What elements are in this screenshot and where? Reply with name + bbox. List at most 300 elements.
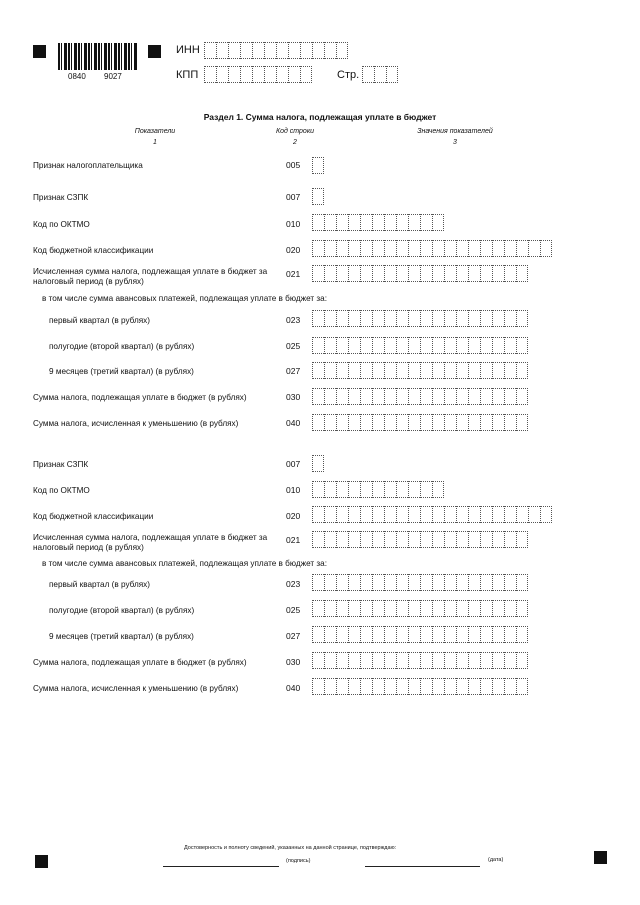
input-cell[interactable] <box>468 600 480 617</box>
input-cell[interactable] <box>420 214 432 231</box>
input-cell[interactable] <box>324 414 336 431</box>
field-030[interactable] <box>312 388 528 405</box>
input-cell[interactable] <box>516 506 528 523</box>
input-cell[interactable] <box>444 531 456 548</box>
input-cell[interactable] <box>336 531 348 548</box>
input-cell[interactable] <box>456 678 468 695</box>
input-cell[interactable] <box>456 337 468 354</box>
input-cell[interactable] <box>516 265 528 282</box>
input-cell[interactable] <box>432 388 444 405</box>
input-cell[interactable] <box>420 678 432 695</box>
input-cell[interactable] <box>348 388 360 405</box>
input-cell[interactable] <box>312 626 324 643</box>
input-cell[interactable] <box>324 362 336 379</box>
input-cell[interactable] <box>444 388 456 405</box>
input-cell[interactable] <box>396 214 408 231</box>
input-cell[interactable] <box>516 652 528 669</box>
input-cell[interactable] <box>312 157 324 174</box>
input-cell[interactable] <box>360 481 372 498</box>
input-cell[interactable] <box>456 414 468 431</box>
input-cell[interactable] <box>312 455 324 472</box>
input-cell[interactable] <box>312 531 324 548</box>
input-cell[interactable] <box>456 506 468 523</box>
input-cell[interactable] <box>432 600 444 617</box>
input-cell[interactable] <box>372 626 384 643</box>
kpp-field[interactable] <box>204 66 312 83</box>
field-005[interactable] <box>312 157 324 174</box>
input-cell[interactable] <box>396 506 408 523</box>
input-cell[interactable] <box>432 574 444 591</box>
field-020-2[interactable] <box>312 506 552 523</box>
input-cell[interactable] <box>396 388 408 405</box>
input-cell[interactable] <box>468 310 480 327</box>
input-cell[interactable] <box>444 506 456 523</box>
input-cell[interactable] <box>432 652 444 669</box>
input-cell[interactable] <box>348 531 360 548</box>
input-cell[interactable] <box>516 362 528 379</box>
input-cell[interactable] <box>456 362 468 379</box>
field-023[interactable] <box>312 310 528 327</box>
input-cell[interactable] <box>336 388 348 405</box>
input-cell[interactable] <box>336 265 348 282</box>
input-cell[interactable] <box>432 337 444 354</box>
input-cell[interactable] <box>408 506 420 523</box>
field-025-2[interactable] <box>312 600 528 617</box>
input-cell[interactable] <box>312 600 324 617</box>
input-cell[interactable] <box>216 42 228 59</box>
input-cell[interactable] <box>492 265 504 282</box>
input-cell[interactable] <box>312 388 324 405</box>
input-cell[interactable] <box>324 388 336 405</box>
input-cell[interactable] <box>468 506 480 523</box>
input-cell[interactable] <box>324 265 336 282</box>
input-cell[interactable] <box>324 240 336 257</box>
input-cell[interactable] <box>408 362 420 379</box>
input-cell[interactable] <box>372 240 384 257</box>
input-cell[interactable] <box>492 506 504 523</box>
signature-line[interactable] <box>163 866 279 867</box>
input-cell[interactable] <box>492 626 504 643</box>
input-cell[interactable] <box>372 337 384 354</box>
input-cell[interactable] <box>348 626 360 643</box>
input-cell[interactable] <box>456 240 468 257</box>
field-027-2[interactable] <box>312 626 528 643</box>
input-cell[interactable] <box>396 481 408 498</box>
input-cell[interactable] <box>408 678 420 695</box>
input-cell[interactable] <box>444 600 456 617</box>
input-cell[interactable] <box>432 310 444 327</box>
input-cell[interactable] <box>444 265 456 282</box>
inn-field[interactable] <box>204 42 348 59</box>
input-cell[interactable] <box>480 531 492 548</box>
input-cell[interactable] <box>480 678 492 695</box>
input-cell[interactable] <box>336 414 348 431</box>
input-cell[interactable] <box>276 66 288 83</box>
input-cell[interactable] <box>324 337 336 354</box>
input-cell[interactable] <box>384 362 396 379</box>
input-cell[interactable] <box>312 265 324 282</box>
input-cell[interactable] <box>480 652 492 669</box>
input-cell[interactable] <box>480 626 492 643</box>
input-cell[interactable] <box>384 652 396 669</box>
input-cell[interactable] <box>360 574 372 591</box>
input-cell[interactable] <box>492 388 504 405</box>
input-cell[interactable] <box>228 42 240 59</box>
input-cell[interactable] <box>420 506 432 523</box>
input-cell[interactable] <box>408 574 420 591</box>
input-cell[interactable] <box>516 240 528 257</box>
input-cell[interactable] <box>204 66 216 83</box>
input-cell[interactable] <box>300 42 312 59</box>
input-cell[interactable] <box>360 265 372 282</box>
input-cell[interactable] <box>516 414 528 431</box>
input-cell[interactable] <box>372 678 384 695</box>
input-cell[interactable] <box>540 240 552 257</box>
input-cell[interactable] <box>312 506 324 523</box>
input-cell[interactable] <box>396 574 408 591</box>
input-cell[interactable] <box>492 574 504 591</box>
input-cell[interactable] <box>420 240 432 257</box>
input-cell[interactable] <box>312 214 324 231</box>
input-cell[interactable] <box>396 600 408 617</box>
input-cell[interactable] <box>348 574 360 591</box>
input-cell[interactable] <box>300 66 312 83</box>
input-cell[interactable] <box>336 240 348 257</box>
input-cell[interactable] <box>348 414 360 431</box>
input-cell[interactable] <box>312 362 324 379</box>
input-cell[interactable] <box>360 214 372 231</box>
input-cell[interactable] <box>372 574 384 591</box>
input-cell[interactable] <box>468 414 480 431</box>
input-cell[interactable] <box>386 66 398 83</box>
input-cell[interactable] <box>312 240 324 257</box>
input-cell[interactable] <box>432 481 444 498</box>
input-cell[interactable] <box>504 626 516 643</box>
field-010-2[interactable] <box>312 481 444 498</box>
input-cell[interactable] <box>384 678 396 695</box>
input-cell[interactable] <box>396 362 408 379</box>
input-cell[interactable] <box>384 531 396 548</box>
input-cell[interactable] <box>336 600 348 617</box>
input-cell[interactable] <box>360 678 372 695</box>
input-cell[interactable] <box>432 506 444 523</box>
input-cell[interactable] <box>360 362 372 379</box>
input-cell[interactable] <box>516 337 528 354</box>
input-cell[interactable] <box>480 600 492 617</box>
input-cell[interactable] <box>348 600 360 617</box>
input-cell[interactable] <box>408 414 420 431</box>
input-cell[interactable] <box>324 678 336 695</box>
input-cell[interactable] <box>312 188 324 205</box>
input-cell[interactable] <box>444 310 456 327</box>
input-cell[interactable] <box>480 362 492 379</box>
input-cell[interactable] <box>336 214 348 231</box>
input-cell[interactable] <box>252 66 264 83</box>
input-cell[interactable] <box>444 240 456 257</box>
input-cell[interactable] <box>324 600 336 617</box>
input-cell[interactable] <box>504 506 516 523</box>
input-cell[interactable] <box>360 310 372 327</box>
input-cell[interactable] <box>288 66 300 83</box>
input-cell[interactable] <box>480 240 492 257</box>
input-cell[interactable] <box>336 362 348 379</box>
input-cell[interactable] <box>384 626 396 643</box>
input-cell[interactable] <box>228 66 240 83</box>
input-cell[interactable] <box>362 66 374 83</box>
input-cell[interactable] <box>360 652 372 669</box>
input-cell[interactable] <box>444 678 456 695</box>
input-cell[interactable] <box>480 337 492 354</box>
input-cell[interactable] <box>504 388 516 405</box>
input-cell[interactable] <box>336 652 348 669</box>
input-cell[interactable] <box>324 42 336 59</box>
input-cell[interactable] <box>408 652 420 669</box>
input-cell[interactable] <box>504 652 516 669</box>
input-cell[interactable] <box>528 506 540 523</box>
input-cell[interactable] <box>492 240 504 257</box>
input-cell[interactable] <box>420 481 432 498</box>
field-030-2[interactable] <box>312 652 528 669</box>
input-cell[interactable] <box>372 600 384 617</box>
input-cell[interactable] <box>420 388 432 405</box>
input-cell[interactable] <box>372 481 384 498</box>
field-021-2[interactable] <box>312 531 528 548</box>
input-cell[interactable] <box>480 265 492 282</box>
field-023-2[interactable] <box>312 574 528 591</box>
input-cell[interactable] <box>372 214 384 231</box>
input-cell[interactable] <box>396 414 408 431</box>
input-cell[interactable] <box>324 214 336 231</box>
input-cell[interactable] <box>374 66 386 83</box>
input-cell[interactable] <box>384 600 396 617</box>
input-cell[interactable] <box>336 310 348 327</box>
input-cell[interactable] <box>336 506 348 523</box>
input-cell[interactable] <box>468 362 480 379</box>
input-cell[interactable] <box>372 414 384 431</box>
input-cell[interactable] <box>408 240 420 257</box>
input-cell[interactable] <box>420 626 432 643</box>
input-cell[interactable] <box>408 388 420 405</box>
input-cell[interactable] <box>348 506 360 523</box>
input-cell[interactable] <box>516 600 528 617</box>
input-cell[interactable] <box>312 678 324 695</box>
input-cell[interactable] <box>468 337 480 354</box>
input-cell[interactable] <box>480 506 492 523</box>
field-007[interactable] <box>312 188 324 205</box>
page-number-field[interactable] <box>362 66 398 83</box>
input-cell[interactable] <box>360 600 372 617</box>
input-cell[interactable] <box>444 414 456 431</box>
input-cell[interactable] <box>468 388 480 405</box>
input-cell[interactable] <box>384 310 396 327</box>
input-cell[interactable] <box>516 388 528 405</box>
input-cell[interactable] <box>408 214 420 231</box>
input-cell[interactable] <box>420 574 432 591</box>
input-cell[interactable] <box>504 310 516 327</box>
input-cell[interactable] <box>492 600 504 617</box>
input-cell[interactable] <box>312 42 324 59</box>
input-cell[interactable] <box>312 481 324 498</box>
input-cell[interactable] <box>420 652 432 669</box>
input-cell[interactable] <box>408 481 420 498</box>
date-line[interactable] <box>365 866 480 867</box>
input-cell[interactable] <box>372 265 384 282</box>
input-cell[interactable] <box>324 310 336 327</box>
input-cell[interactable] <box>468 240 480 257</box>
input-cell[interactable] <box>420 414 432 431</box>
field-027[interactable] <box>312 362 528 379</box>
input-cell[interactable] <box>288 42 300 59</box>
input-cell[interactable] <box>372 388 384 405</box>
input-cell[interactable] <box>396 652 408 669</box>
input-cell[interactable] <box>312 414 324 431</box>
input-cell[interactable] <box>348 214 360 231</box>
field-020[interactable] <box>312 240 552 257</box>
input-cell[interactable] <box>324 574 336 591</box>
input-cell[interactable] <box>444 574 456 591</box>
input-cell[interactable] <box>396 626 408 643</box>
input-cell[interactable] <box>432 214 444 231</box>
input-cell[interactable] <box>384 337 396 354</box>
input-cell[interactable] <box>516 678 528 695</box>
input-cell[interactable] <box>360 414 372 431</box>
field-025[interactable] <box>312 337 528 354</box>
input-cell[interactable] <box>348 265 360 282</box>
input-cell[interactable] <box>492 362 504 379</box>
input-cell[interactable] <box>336 337 348 354</box>
input-cell[interactable] <box>480 310 492 327</box>
input-cell[interactable] <box>360 337 372 354</box>
input-cell[interactable] <box>432 678 444 695</box>
input-cell[interactable] <box>336 481 348 498</box>
input-cell[interactable] <box>360 626 372 643</box>
input-cell[interactable] <box>216 66 228 83</box>
input-cell[interactable] <box>468 574 480 591</box>
input-cell[interactable] <box>372 310 384 327</box>
input-cell[interactable] <box>456 265 468 282</box>
input-cell[interactable] <box>396 337 408 354</box>
input-cell[interactable] <box>408 600 420 617</box>
input-cell[interactable] <box>396 531 408 548</box>
input-cell[interactable] <box>468 531 480 548</box>
input-cell[interactable] <box>384 481 396 498</box>
input-cell[interactable] <box>516 574 528 591</box>
input-cell[interactable] <box>456 600 468 617</box>
input-cell[interactable] <box>420 265 432 282</box>
input-cell[interactable] <box>396 678 408 695</box>
input-cell[interactable] <box>360 531 372 548</box>
input-cell[interactable] <box>396 240 408 257</box>
input-cell[interactable] <box>396 310 408 327</box>
input-cell[interactable] <box>324 626 336 643</box>
input-cell[interactable] <box>540 506 552 523</box>
input-cell[interactable] <box>324 506 336 523</box>
input-cell[interactable] <box>456 310 468 327</box>
field-010[interactable] <box>312 214 444 231</box>
input-cell[interactable] <box>492 337 504 354</box>
input-cell[interactable] <box>312 574 324 591</box>
input-cell[interactable] <box>312 310 324 327</box>
input-cell[interactable] <box>420 310 432 327</box>
input-cell[interactable] <box>420 362 432 379</box>
input-cell[interactable] <box>240 42 252 59</box>
input-cell[interactable] <box>444 626 456 643</box>
input-cell[interactable] <box>384 414 396 431</box>
input-cell[interactable] <box>384 506 396 523</box>
input-cell[interactable] <box>204 42 216 59</box>
input-cell[interactable] <box>504 574 516 591</box>
input-cell[interactable] <box>504 240 516 257</box>
input-cell[interactable] <box>336 678 348 695</box>
input-cell[interactable] <box>504 362 516 379</box>
input-cell[interactable] <box>480 414 492 431</box>
input-cell[interactable] <box>444 337 456 354</box>
input-cell[interactable] <box>384 240 396 257</box>
input-cell[interactable] <box>348 481 360 498</box>
input-cell[interactable] <box>420 337 432 354</box>
field-021[interactable] <box>312 265 528 282</box>
input-cell[interactable] <box>492 531 504 548</box>
input-cell[interactable] <box>468 626 480 643</box>
input-cell[interactable] <box>504 600 516 617</box>
input-cell[interactable] <box>492 652 504 669</box>
input-cell[interactable] <box>360 240 372 257</box>
input-cell[interactable] <box>384 214 396 231</box>
input-cell[interactable] <box>336 626 348 643</box>
input-cell[interactable] <box>492 310 504 327</box>
input-cell[interactable] <box>456 652 468 669</box>
input-cell[interactable] <box>408 265 420 282</box>
input-cell[interactable] <box>456 531 468 548</box>
input-cell[interactable] <box>444 362 456 379</box>
input-cell[interactable] <box>456 626 468 643</box>
input-cell[interactable] <box>396 265 408 282</box>
input-cell[interactable] <box>492 414 504 431</box>
input-cell[interactable] <box>348 310 360 327</box>
input-cell[interactable] <box>516 531 528 548</box>
input-cell[interactable] <box>348 240 360 257</box>
input-cell[interactable] <box>384 265 396 282</box>
input-cell[interactable] <box>504 678 516 695</box>
input-cell[interactable] <box>504 531 516 548</box>
field-007-2[interactable] <box>312 455 324 472</box>
input-cell[interactable] <box>420 531 432 548</box>
input-cell[interactable] <box>468 265 480 282</box>
input-cell[interactable] <box>408 337 420 354</box>
input-cell[interactable] <box>432 626 444 643</box>
input-cell[interactable] <box>348 678 360 695</box>
input-cell[interactable] <box>444 652 456 669</box>
field-040-2[interactable] <box>312 678 528 695</box>
input-cell[interactable] <box>252 42 264 59</box>
input-cell[interactable] <box>432 362 444 379</box>
input-cell[interactable] <box>504 414 516 431</box>
input-cell[interactable] <box>528 240 540 257</box>
input-cell[interactable] <box>408 310 420 327</box>
input-cell[interactable] <box>432 414 444 431</box>
input-cell[interactable] <box>276 42 288 59</box>
input-cell[interactable] <box>432 531 444 548</box>
input-cell[interactable] <box>492 678 504 695</box>
input-cell[interactable] <box>372 362 384 379</box>
input-cell[interactable] <box>456 388 468 405</box>
input-cell[interactable] <box>324 481 336 498</box>
input-cell[interactable] <box>480 574 492 591</box>
input-cell[interactable] <box>336 42 348 59</box>
input-cell[interactable] <box>372 506 384 523</box>
input-cell[interactable] <box>504 265 516 282</box>
input-cell[interactable] <box>384 388 396 405</box>
